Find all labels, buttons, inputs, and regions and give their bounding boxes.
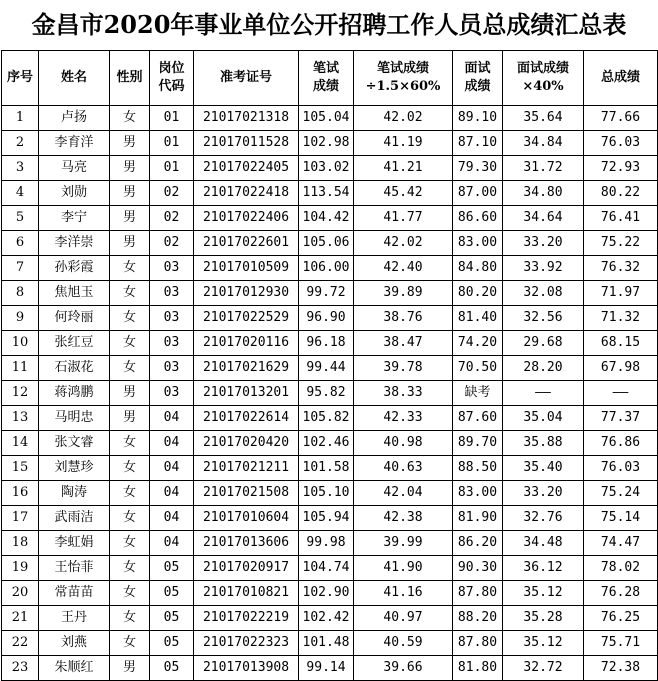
cell-interview-converted: 33.92 xyxy=(503,256,584,281)
cell-post-code: 05 xyxy=(150,556,194,581)
cell-seq: 16 xyxy=(2,481,39,506)
cell-post-code: 02 xyxy=(150,231,194,256)
cell-interview: 87.60 xyxy=(453,406,503,431)
cell-seq: 12 xyxy=(2,381,39,406)
table-row xyxy=(2,556,658,581)
cell-interview: 87.80 xyxy=(453,631,503,656)
cell-exam-id: 21017013201 xyxy=(194,381,299,406)
cell-seq: 10 xyxy=(2,331,39,356)
table-row xyxy=(2,356,658,381)
cell-post-code: 01 xyxy=(150,131,194,156)
header-interview-line1: 面试 xyxy=(464,61,491,76)
header-written-line2: 成绩 xyxy=(312,79,339,94)
cell-written: 99.72 xyxy=(299,281,354,306)
cell-written: 113.54 xyxy=(299,181,354,206)
cell-post-code: 03 xyxy=(150,356,194,381)
cell-name: 何玲丽 xyxy=(39,306,110,331)
cell-seq: 17 xyxy=(2,506,39,531)
cell-written-converted: 42.40 xyxy=(354,256,453,281)
cell-post-code: 04 xyxy=(150,456,194,481)
cell-post-code: 04 xyxy=(150,506,194,531)
cell-written: 104.74 xyxy=(299,556,354,581)
cell-interview: 87.00 xyxy=(453,181,503,206)
table-row xyxy=(2,506,658,531)
cell-name: 焦旭玉 xyxy=(39,281,110,306)
cell-written: 102.46 xyxy=(299,431,354,456)
cell-written-converted: 40.63 xyxy=(354,456,453,481)
header-post-line1: 岗位 xyxy=(158,61,185,76)
cell-written-converted: 38.47 xyxy=(354,331,453,356)
table-row xyxy=(2,206,658,231)
header-interview-converted-line2: ×40% xyxy=(522,79,564,94)
cell-written: 105.82 xyxy=(299,406,354,431)
table-row xyxy=(2,306,658,331)
cell-total: 76.28 xyxy=(584,581,658,606)
cell-written: 101.48 xyxy=(299,631,354,656)
cell-name: 蒋鸿鹏 xyxy=(39,381,110,406)
cell-interview: 89.10 xyxy=(453,106,503,131)
cell-written-converted: 40.97 xyxy=(354,606,453,631)
cell-post-code: 04 xyxy=(150,431,194,456)
cell-gender: 女 xyxy=(110,581,150,606)
cell-interview-converted: 32.08 xyxy=(503,281,584,306)
cell-written: 105.06 xyxy=(299,231,354,256)
cell-written-converted: 41.21 xyxy=(354,156,453,181)
cell-seq: 20 xyxy=(2,581,39,606)
cell-total: 77.37 xyxy=(584,406,658,431)
cell-written-converted: 42.04 xyxy=(354,481,453,506)
table-row xyxy=(2,331,658,356)
cell-interview: 74.20 xyxy=(453,331,503,356)
cell-gender: 女 xyxy=(110,356,150,381)
cell-total: 75.14 xyxy=(584,506,658,531)
header-post-code xyxy=(150,51,194,106)
cell-total: 72.93 xyxy=(584,156,658,181)
header-row xyxy=(2,51,658,106)
cell-seq: 15 xyxy=(2,456,39,481)
cell-post-code: 02 xyxy=(150,181,194,206)
cell-written-converted: 39.66 xyxy=(354,656,453,681)
cell-written-converted: 42.33 xyxy=(354,406,453,431)
header-written-converted-line2: ÷1.5×60% xyxy=(365,79,441,94)
cell-written: 95.82 xyxy=(299,381,354,406)
cell-exam-id: 21017010821 xyxy=(194,581,299,606)
cell-interview-converted: 33.20 xyxy=(503,231,584,256)
cell-post-code: 05 xyxy=(150,631,194,656)
cell-gender: 男 xyxy=(110,381,150,406)
cell-written-converted: 40.98 xyxy=(354,431,453,456)
table-row xyxy=(2,231,658,256)
cell-interview-converted: 29.68 xyxy=(503,331,584,356)
cell-name: 陶涛 xyxy=(39,481,110,506)
cell-interview-converted: 35.28 xyxy=(503,606,584,631)
cell-name: 王丹 xyxy=(39,606,110,631)
cell-written-converted: 41.90 xyxy=(354,556,453,581)
cell-interview: 83.00 xyxy=(453,481,503,506)
cell-post-code: 03 xyxy=(150,381,194,406)
cell-written-converted: 41.16 xyxy=(354,581,453,606)
header-written xyxy=(299,51,354,106)
cell-total: 68.15 xyxy=(584,331,658,356)
cell-post-code: 04 xyxy=(150,531,194,556)
cell-seq: 1 xyxy=(2,106,39,131)
cell-exam-id: 21017022601 xyxy=(194,231,299,256)
table-row xyxy=(2,456,658,481)
cell-interview: 缺考 xyxy=(453,381,503,406)
cell-total: 76.25 xyxy=(584,606,658,631)
cell-post-code: 03 xyxy=(150,256,194,281)
cell-exam-id: 21017021629 xyxy=(194,356,299,381)
cell-seq: 14 xyxy=(2,431,39,456)
table-row xyxy=(2,381,658,406)
cell-seq: 13 xyxy=(2,406,39,431)
cell-seq: 22 xyxy=(2,631,39,656)
table-row xyxy=(2,281,658,306)
cell-interview: 88.20 xyxy=(453,606,503,631)
cell-gender: 女 xyxy=(110,456,150,481)
cell-total: 76.41 xyxy=(584,206,658,231)
cell-interview: 86.20 xyxy=(453,531,503,556)
table-row xyxy=(2,581,658,606)
cell-seq: 19 xyxy=(2,556,39,581)
cell-interview-converted: 34.48 xyxy=(503,531,584,556)
cell-total: 75.71 xyxy=(584,631,658,656)
table-row xyxy=(2,481,658,506)
cell-interview-converted: 35.88 xyxy=(503,431,584,456)
cell-total: 76.03 xyxy=(584,456,658,481)
cell-written: 105.10 xyxy=(299,481,354,506)
cell-total: 75.22 xyxy=(584,231,658,256)
cell-gender: 女 xyxy=(110,531,150,556)
cell-written-converted: 42.02 xyxy=(354,231,453,256)
cell-total: —— xyxy=(584,381,658,406)
table-row xyxy=(2,406,658,431)
cell-name: 张文睿 xyxy=(39,431,110,456)
cell-seq: 23 xyxy=(2,656,39,681)
cell-total: 76.86 xyxy=(584,431,658,456)
header-written-converted xyxy=(354,51,453,106)
cell-interview: 81.90 xyxy=(453,506,503,531)
cell-exam-id: 21017022405 xyxy=(194,156,299,181)
cell-seq: 8 xyxy=(2,281,39,306)
cell-interview-converted: 35.12 xyxy=(503,631,584,656)
cell-gender: 女 xyxy=(110,331,150,356)
cell-written: 102.90 xyxy=(299,581,354,606)
cell-exam-id: 21017022614 xyxy=(194,406,299,431)
cell-gender: 男 xyxy=(110,131,150,156)
cell-written-converted: 41.19 xyxy=(354,131,453,156)
cell-name: 李宁 xyxy=(39,206,110,231)
cell-seq: 6 xyxy=(2,231,39,256)
cell-written-converted: 39.89 xyxy=(354,281,453,306)
cell-exam-id: 21017011528 xyxy=(194,131,299,156)
cell-written: 105.94 xyxy=(299,506,354,531)
cell-total: 72.38 xyxy=(584,656,658,681)
cell-gender: 女 xyxy=(110,281,150,306)
cell-seq: 3 xyxy=(2,156,39,181)
cell-seq: 11 xyxy=(2,356,39,381)
cell-interview-converted: 28.20 xyxy=(503,356,584,381)
cell-interview-converted: 32.72 xyxy=(503,656,584,681)
cell-seq: 7 xyxy=(2,256,39,281)
cell-post-code: 05 xyxy=(150,606,194,631)
cell-interview: 83.00 xyxy=(453,231,503,256)
page-title: 金昌市2020年事业单位公开招聘工作人员总成绩汇总表 xyxy=(31,10,627,39)
cell-name: 常苗苗 xyxy=(39,581,110,606)
cell-interview-converted: 34.84 xyxy=(503,131,584,156)
cell-exam-id: 21017021318 xyxy=(194,106,299,131)
cell-exam-id: 21017013606 xyxy=(194,531,299,556)
cell-exam-id: 21017020420 xyxy=(194,431,299,456)
cell-gender: 男 xyxy=(110,231,150,256)
cell-written: 96.18 xyxy=(299,331,354,356)
table-body xyxy=(2,106,658,681)
table-row xyxy=(2,656,658,681)
cell-written-converted: 39.99 xyxy=(354,531,453,556)
cell-post-code: 04 xyxy=(150,481,194,506)
cell-gender: 男 xyxy=(110,156,150,181)
cell-post-code: 01 xyxy=(150,106,194,131)
cell-written-converted: 45.42 xyxy=(354,181,453,206)
header-interview-line2: 成绩 xyxy=(464,79,491,94)
cell-post-code: 03 xyxy=(150,306,194,331)
cell-gender: 女 xyxy=(110,606,150,631)
header-seq: 序号 xyxy=(2,51,39,106)
cell-interview-converted: 31.72 xyxy=(503,156,584,181)
cell-interview-converted: 35.12 xyxy=(503,581,584,606)
cell-name: 刘勋 xyxy=(39,181,110,206)
table-row xyxy=(2,106,658,131)
cell-written: 99.98 xyxy=(299,531,354,556)
header-name: 姓名 xyxy=(39,51,110,106)
cell-gender: 女 xyxy=(110,306,150,331)
cell-post-code: 02 xyxy=(150,206,194,231)
cell-total: 77.66 xyxy=(584,106,658,131)
cell-written: 99.14 xyxy=(299,656,354,681)
cell-seq: 4 xyxy=(2,181,39,206)
cell-written: 101.58 xyxy=(299,456,354,481)
cell-written-converted: 39.78 xyxy=(354,356,453,381)
header-gender: 性别 xyxy=(110,51,150,106)
cell-interview-converted: 36.12 xyxy=(503,556,584,581)
cell-seq: 2 xyxy=(2,131,39,156)
cell-exam-id: 21017013908 xyxy=(194,656,299,681)
cell-seq: 18 xyxy=(2,531,39,556)
cell-name: 王怡菲 xyxy=(39,556,110,581)
cell-interview-converted: 32.76 xyxy=(503,506,584,531)
cell-name: 马亮 xyxy=(39,156,110,181)
cell-post-code: 04 xyxy=(150,406,194,431)
cell-written: 104.42 xyxy=(299,206,354,231)
table-row xyxy=(2,531,658,556)
cell-post-code: 03 xyxy=(150,281,194,306)
cell-written-converted: 38.76 xyxy=(354,306,453,331)
cell-gender: 女 xyxy=(110,506,150,531)
cell-post-code: 01 xyxy=(150,156,194,181)
table-row xyxy=(2,606,658,631)
cell-exam-id: 21017021211 xyxy=(194,456,299,481)
cell-interview: 89.70 xyxy=(453,431,503,456)
cell-seq: 5 xyxy=(2,206,39,231)
cell-interview: 90.30 xyxy=(453,556,503,581)
header-total: 总成绩 xyxy=(584,51,658,106)
cell-total: 76.03 xyxy=(584,131,658,156)
cell-total: 71.97 xyxy=(584,281,658,306)
table-row xyxy=(2,181,658,206)
cell-name: 朱顺红 xyxy=(39,656,110,681)
cell-interview-converted: 35.64 xyxy=(503,106,584,131)
cell-interview: 86.60 xyxy=(453,206,503,231)
table-row xyxy=(2,631,658,656)
cell-interview: 84.80 xyxy=(453,256,503,281)
cell-interview: 81.40 xyxy=(453,306,503,331)
table-row xyxy=(2,156,658,181)
header-post-line2: 代码 xyxy=(158,79,185,94)
cell-exam-id: 21017010604 xyxy=(194,506,299,531)
cell-interview: 88.50 xyxy=(453,456,503,481)
cell-written: 96.90 xyxy=(299,306,354,331)
cell-exam-id: 21017022418 xyxy=(194,181,299,206)
cell-name: 李虹娟 xyxy=(39,531,110,556)
cell-name: 武雨洁 xyxy=(39,506,110,531)
cell-seq: 9 xyxy=(2,306,39,331)
cell-exam-id: 21017020116 xyxy=(194,331,299,356)
cell-exam-id: 21017022406 xyxy=(194,206,299,231)
cell-exam-id: 21017020917 xyxy=(194,556,299,581)
cell-interview: 87.10 xyxy=(453,131,503,156)
cell-total: 74.47 xyxy=(584,531,658,556)
cell-interview: 87.80 xyxy=(453,581,503,606)
cell-written-converted: 42.38 xyxy=(354,506,453,531)
cell-exam-id: 21017022529 xyxy=(194,306,299,331)
cell-gender: 女 xyxy=(110,481,150,506)
cell-written-converted: 40.59 xyxy=(354,631,453,656)
cell-post-code: 05 xyxy=(150,656,194,681)
cell-total: 78.02 xyxy=(584,556,658,581)
cell-interview-converted: 32.56 xyxy=(503,306,584,331)
cell-interview-converted: 34.80 xyxy=(503,181,584,206)
cell-total: 71.32 xyxy=(584,306,658,331)
cell-gender: 男 xyxy=(110,656,150,681)
cell-gender: 女 xyxy=(110,256,150,281)
cell-name: 石淑花 xyxy=(39,356,110,381)
cell-written: 105.04 xyxy=(299,106,354,131)
score-table xyxy=(1,50,658,681)
cell-exam-id: 21017022323 xyxy=(194,631,299,656)
table-row xyxy=(2,256,658,281)
cell-name: 李洋崇 xyxy=(39,231,110,256)
cell-seq: 21 xyxy=(2,606,39,631)
cell-name: 张红豆 xyxy=(39,331,110,356)
cell-name: 李育洋 xyxy=(39,131,110,156)
cell-written-converted: 38.33 xyxy=(354,381,453,406)
cell-exam-id: 21017010509 xyxy=(194,256,299,281)
cell-name: 卢扬 xyxy=(39,106,110,131)
cell-name: 孙彩霞 xyxy=(39,256,110,281)
cell-gender: 男 xyxy=(110,181,150,206)
cell-exam-id: 21017021508 xyxy=(194,481,299,506)
cell-gender: 女 xyxy=(110,106,150,131)
cell-name: 刘燕 xyxy=(39,631,110,656)
cell-exam-id: 21017012930 xyxy=(194,281,299,306)
cell-gender: 女 xyxy=(110,631,150,656)
cell-interview: 80.20 xyxy=(453,281,503,306)
cell-exam-id: 21017022219 xyxy=(194,606,299,631)
cell-written: 106.00 xyxy=(299,256,354,281)
cell-interview: 79.30 xyxy=(453,156,503,181)
cell-total: 75.24 xyxy=(584,481,658,506)
cell-interview: 70.50 xyxy=(453,356,503,381)
cell-written-converted: 42.02 xyxy=(354,106,453,131)
cell-written: 102.98 xyxy=(299,131,354,156)
cell-interview-converted: 35.04 xyxy=(503,406,584,431)
header-interview-converted-line1: 面试成绩 xyxy=(516,61,569,76)
header-interview xyxy=(453,51,503,106)
cell-written: 102.42 xyxy=(299,606,354,631)
table-row xyxy=(2,131,658,156)
cell-interview: 81.80 xyxy=(453,656,503,681)
cell-total: 67.98 xyxy=(584,356,658,381)
header-written-line1: 笔试 xyxy=(312,61,339,76)
cell-written-converted: 41.77 xyxy=(354,206,453,231)
cell-gender: 女 xyxy=(110,556,150,581)
cell-interview-converted: 34.64 xyxy=(503,206,584,231)
cell-written: 103.02 xyxy=(299,156,354,181)
cell-interview-converted: —— xyxy=(503,381,584,406)
header-exam-id: 准考证号 xyxy=(194,51,299,106)
cell-gender: 男 xyxy=(110,206,150,231)
cell-total: 76.32 xyxy=(584,256,658,281)
cell-gender: 男 xyxy=(110,406,150,431)
cell-gender: 女 xyxy=(110,431,150,456)
cell-interview-converted: 35.40 xyxy=(503,456,584,481)
cell-post-code: 05 xyxy=(150,581,194,606)
cell-interview-converted: 33.20 xyxy=(503,481,584,506)
header-written-converted-line1: 笔试成绩 xyxy=(376,61,429,76)
table-row xyxy=(2,431,658,456)
cell-written: 99.44 xyxy=(299,356,354,381)
cell-name: 马明忠 xyxy=(39,406,110,431)
cell-post-code: 03 xyxy=(150,331,194,356)
header-interview-converted xyxy=(503,51,584,106)
cell-name: 刘慧珍 xyxy=(39,456,110,481)
cell-total: 80.22 xyxy=(584,181,658,206)
